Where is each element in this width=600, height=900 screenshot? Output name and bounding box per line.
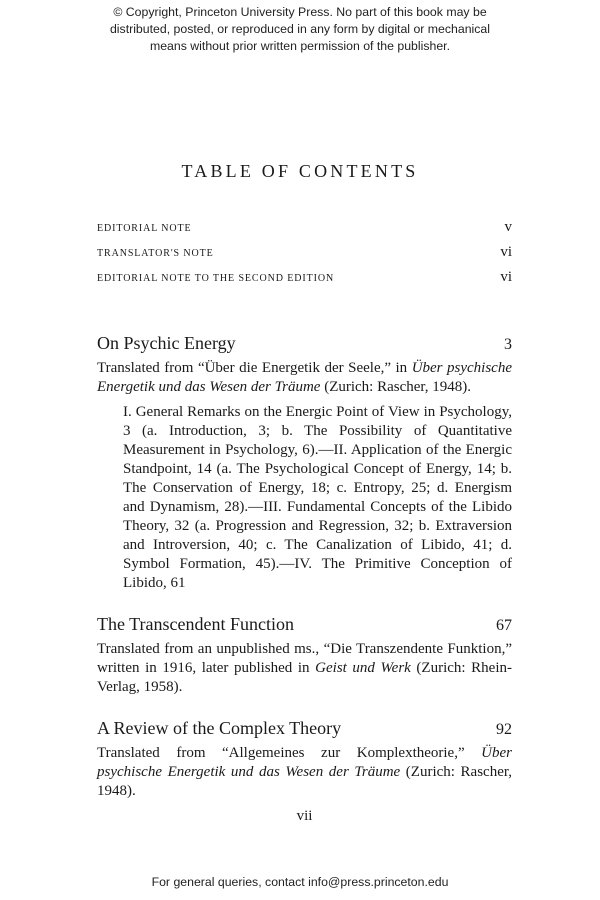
section-title: A Review of the Complex Theory — [97, 718, 342, 738]
entry-label: EDITORIAL NOTE — [97, 223, 192, 234]
entry-label: EDITORIAL NOTE TO THE SECOND EDITION — [97, 273, 335, 284]
copyright-notice — [0, 4, 600, 55]
section-description — [97, 359, 512, 397]
desc-italic: Über psychische Energetik und das Wesen der Träume — [97, 745, 512, 780]
desc-text: Translated from “Über die Energetik der Seele,” in — [97, 360, 412, 376]
toc-entry-second-edition-note — [97, 269, 512, 286]
desc-italic: Über psychische Energetik und das Wesen der Träume — [97, 360, 512, 395]
desc-text: (Zurich: Rascher, 1948). — [97, 764, 513, 799]
toc-entry-translators-note — [97, 244, 512, 261]
desc-text: (Zurich: Rhein-Verlag, 1958). — [97, 660, 512, 695]
desc-text: (Zurich: Rascher, 1948). — [320, 379, 472, 395]
copyright-line: distributed, posted, or reproduced in any form by digital or mechanical — [109, 22, 491, 36]
toc-sections — [97, 332, 512, 826]
toc-section-psychic-energy — [97, 332, 512, 593]
section-description — [97, 744, 512, 801]
section-subentries: I. General Remarks on the Energic Point of View in Psychology, 3 (a. Introduction, 3; b. The Possibility of Quantitative Measurement in Psychology, 6).—II. Application of the Energic Standpoint, 14 (a. The Psychological Concept of Energy, 14; b. The Conservation of Energy, 18; c. Entropy, 25; d. Energism and Dynamism, 28).—III. Fundamental Concepts of the Libido Theory, 32 (a. Progression and Regression, 32; b. Extraversion and Introversion, 40; c. The Canalization of Libido, 41; d. Symbol Formation, 45).—IV. The Primitive Conception of Libido, 61 — [123, 404, 512, 591]
desc-text: Translated from “Allgemeines zur Komplextheorie,” — [97, 745, 482, 761]
section-title: On Psychic Energy — [97, 333, 236, 353]
toc-section-complex-theory — [97, 717, 512, 801]
desc-text: Translated from an unpublished ms., “Die Transzendente Funktion,” written in 1916, later published in — [97, 641, 512, 676]
desc-italic: Geist und Werk — [315, 660, 411, 676]
copyright-line: © Copyright, Princeton University Press. No part of this book may be — [113, 5, 487, 19]
section-page: 3 — [504, 336, 512, 353]
page-number: vii — [296, 808, 313, 824]
toc-section-transcendent-function — [97, 613, 512, 697]
entry-page: vi — [500, 244, 512, 260]
toc-entry-editorial-note — [97, 219, 512, 236]
section-page: 92 — [496, 721, 512, 738]
page-title: TABLE OF CONTENTS — [181, 161, 419, 181]
copyright-line: means without prior written permission of the publisher. — [149, 39, 451, 53]
entry-label: TRANSLATOR'S NOTE — [97, 248, 214, 259]
footer-contact: For general queries, contact info@press.princeton.edu — [151, 875, 449, 889]
section-title: The Transcendent Function — [97, 614, 294, 634]
section-description — [97, 640, 512, 697]
entry-page: vi — [500, 269, 512, 285]
entry-page: v — [504, 219, 512, 235]
section-page: 67 — [496, 617, 512, 634]
